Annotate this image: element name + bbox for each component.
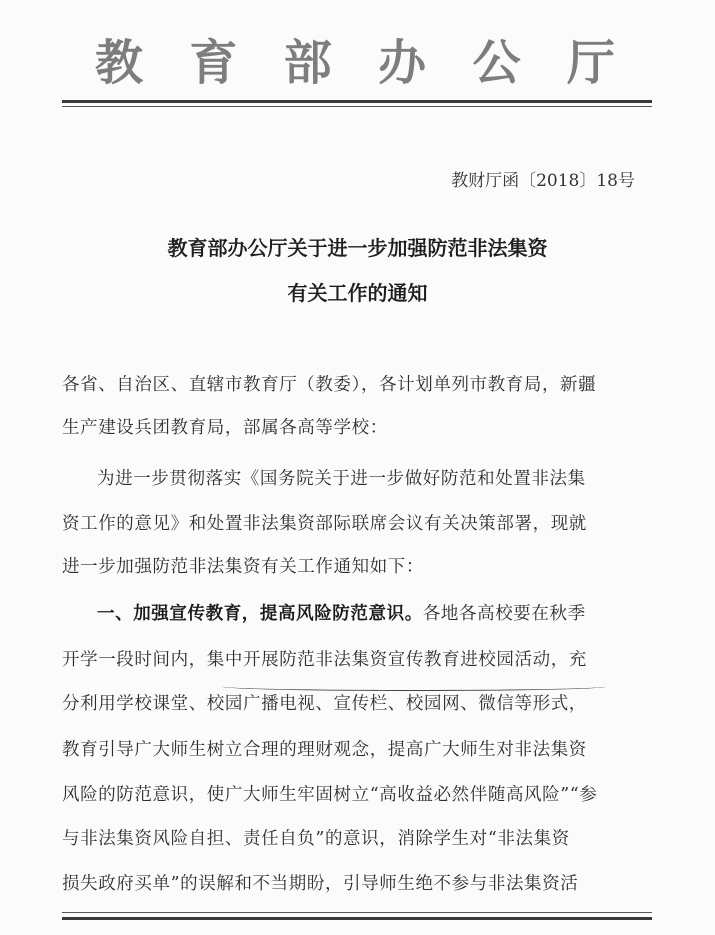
document-number: 教财厅函〔2018〕18号 [451,171,635,191]
document-title-line1: 教育部办公厅关于进一步加强防范非法集资 [167,236,548,260]
addressee-line: 生产建设兵团教育局，部属各高等学校： [62,418,388,438]
body-paragraph-line: 风险的防范意识，使广大师生牢固树立“高收益必然伴随高风险”“参 [62,785,598,805]
body-paragraph-line: 进一步加强防范非法集资有关工作通知如下： [62,557,424,577]
body-paragraph-line: 分利用学校课堂、校园广播电视、宣传栏、校园网、微信等形式， [62,694,587,714]
letterhead-char: 教 [95,34,144,91]
letterhead-char: 厅 [566,34,615,91]
section-heading-line [97,600,652,625]
letterhead-char: 部 [283,34,332,91]
footer-rule-thin [62,912,652,913]
body-text: 各地各高校要在秋季 [422,604,586,624]
body-paragraph-line: 资工作的意见》和处置非法集资部际联席会议有关决策部署，现就 [62,514,587,534]
header-rule-thick [62,100,652,103]
footer-rule-thick [62,917,652,920]
org-letterhead [95,28,615,91]
body-paragraph-line: 损失政府买单”的误解和不当期盼，引导师生绝不参与非法集资活 [62,874,579,894]
body-paragraph-line: 教育引导广大师生树立合理的理财观念，提高广大师生对非法集资 [62,740,587,760]
body-paragraph-line: 开学一段时间内，集中开展防范非法集资宣传教育进校园活动，充 [62,650,587,670]
letterhead-char: 办 [378,34,427,91]
body-paragraph-line: 为进一步贯彻落实《国务院关于进一步做好防范和处置非法集 [97,469,586,489]
header-rule-thin [62,106,652,107]
document-title-line2: 有关工作的通知 [287,281,428,305]
body-paragraph-line: 与非法集资风险自担、责任自负”的意识，消除学生对“非法集资 [62,829,570,849]
section-heading: 一、加强宣传教育，提高风险防范意识。 [97,604,423,624]
letterhead-char: 育 [189,34,238,91]
letterhead-char: 公 [472,34,521,91]
addressee-line: 各省、自治区、直辖市教育厅（教委），各计划单列市教育局，新疆 [62,375,597,395]
